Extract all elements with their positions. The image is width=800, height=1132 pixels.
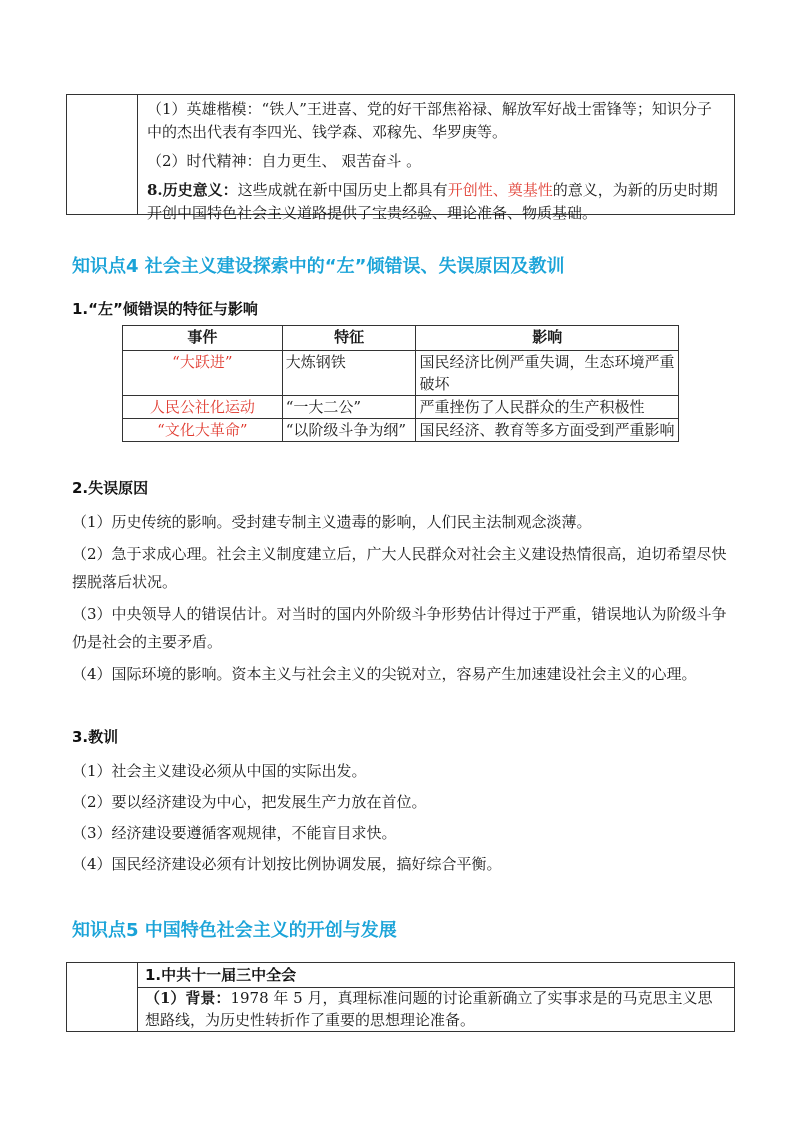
- impact-cell: 国民经济比例严重失调，生态环境严重破坏: [416, 351, 679, 396]
- causes-list: [72, 508, 734, 688]
- impact-cell: 国民经济、教育等多方面受到严重影响: [416, 419, 679, 442]
- lessons-list: [72, 757, 734, 878]
- section5-heading: 知识点5 中国特色社会主义的开创与发展: [72, 920, 397, 941]
- significance-paragraph: [147, 179, 724, 225]
- third-plenum-title: 1.中共十一届三中全会: [145, 966, 297, 984]
- background-paragraph: [145, 987, 724, 1031]
- feature-cell: 大炼钢铁: [282, 351, 416, 396]
- list-item: （1）社会主义建设必须从中国的实际出发。: [72, 762, 367, 780]
- significance-highlight: 开创性、奠基性: [447, 181, 553, 199]
- section4-sub3: 3.教训: [72, 728, 119, 746]
- list-item: （3）经济建设要遵循客观规律，不能盲目求快。: [72, 824, 397, 842]
- list-item: （2）要以经济建设为中心，把发展生产力放在首位。: [72, 793, 427, 811]
- impact-cell: 严重挫伤了人民群众的生产积极性: [416, 396, 679, 419]
- feature-cell: “以阶级斗争为纲”: [282, 419, 416, 442]
- list-item: （2）急于求成心理。社会主义制度建立后，广大人民群众对社会主义建设热情很高，迫切希望尽快摆脱落后状况。: [72, 545, 727, 591]
- background-label: （1）背景：: [145, 989, 231, 1007]
- list-item: （4）国际环境的影响。资本主义与社会主义的尖锐对立，容易产生加速建设社会主义的心理。: [72, 665, 697, 683]
- significance-label: 8.历史意义：: [147, 181, 238, 199]
- left-errors-table: [122, 325, 679, 442]
- table-row: [123, 351, 679, 396]
- background-text: 1978 年 5 月，真理标准问题的讨论重新确立了实事求是的马克思主义思想路线，为历史性转折作了重要的思想理论准备。: [145, 989, 713, 1029]
- table-column-divider: [137, 95, 138, 214]
- table-row: [123, 419, 679, 442]
- achievements-cell: [147, 98, 724, 225]
- section4-sub2: 2.失误原因: [72, 479, 149, 497]
- table-header-row: [123, 326, 679, 351]
- header-feature: 特征: [282, 326, 416, 351]
- section4-heading: 知识点4 社会主义建设探索中的“左”倾错误、失误原因及教训: [72, 256, 565, 277]
- third-plenum-cell: [145, 963, 724, 1031]
- significance-text-pre: 这些成就在新中国历史上都具有: [237, 181, 448, 199]
- feature-cell: “一大二公”: [282, 396, 416, 419]
- achievements-table: [66, 94, 735, 222]
- list-item: （3）中央领导人的错误估计。对当时的国内外阶级斗争形势估计得过于严重，错误地认为阶级斗争仍是社会的主要矛盾。: [72, 605, 727, 651]
- list-item: （4）国民经济建设必须有计划按比例协调发展，搞好综合平衡。: [72, 855, 502, 873]
- table-row: [123, 396, 679, 419]
- event-cell: 人民公社化运动: [123, 396, 283, 419]
- third-plenum-table: [66, 962, 735, 1032]
- section4-sub1: 1.“左”倾错误的特征与影响: [72, 300, 258, 318]
- list-item: （1）历史传统的影响。受封建专制主义遗毒的影响，人们民主法制观念淡薄。: [72, 513, 592, 531]
- header-impact: 影响: [416, 326, 679, 351]
- table-column-divider: [137, 963, 138, 1031]
- spirit-paragraph: （2）时代精神：自力更生、 艰苦奋斗 。: [147, 152, 422, 170]
- significance-text-post: 的意义，为新的历史时期开创中国特色社会主义道路提供了宝贵经验、理论准备、物质基础。: [147, 181, 718, 222]
- header-event: 事件: [123, 326, 283, 351]
- heroes-paragraph: （1）英雄楷模：“铁人”王进喜、党的好干部焦裕禄、解放军好战士雷锋等；知识分子中的杰出代表有李四光、钱学森、邓稼先、华罗庚等。: [147, 100, 712, 141]
- event-cell: “大跃进”: [123, 351, 283, 396]
- event-cell: “文化大革命”: [123, 419, 283, 442]
